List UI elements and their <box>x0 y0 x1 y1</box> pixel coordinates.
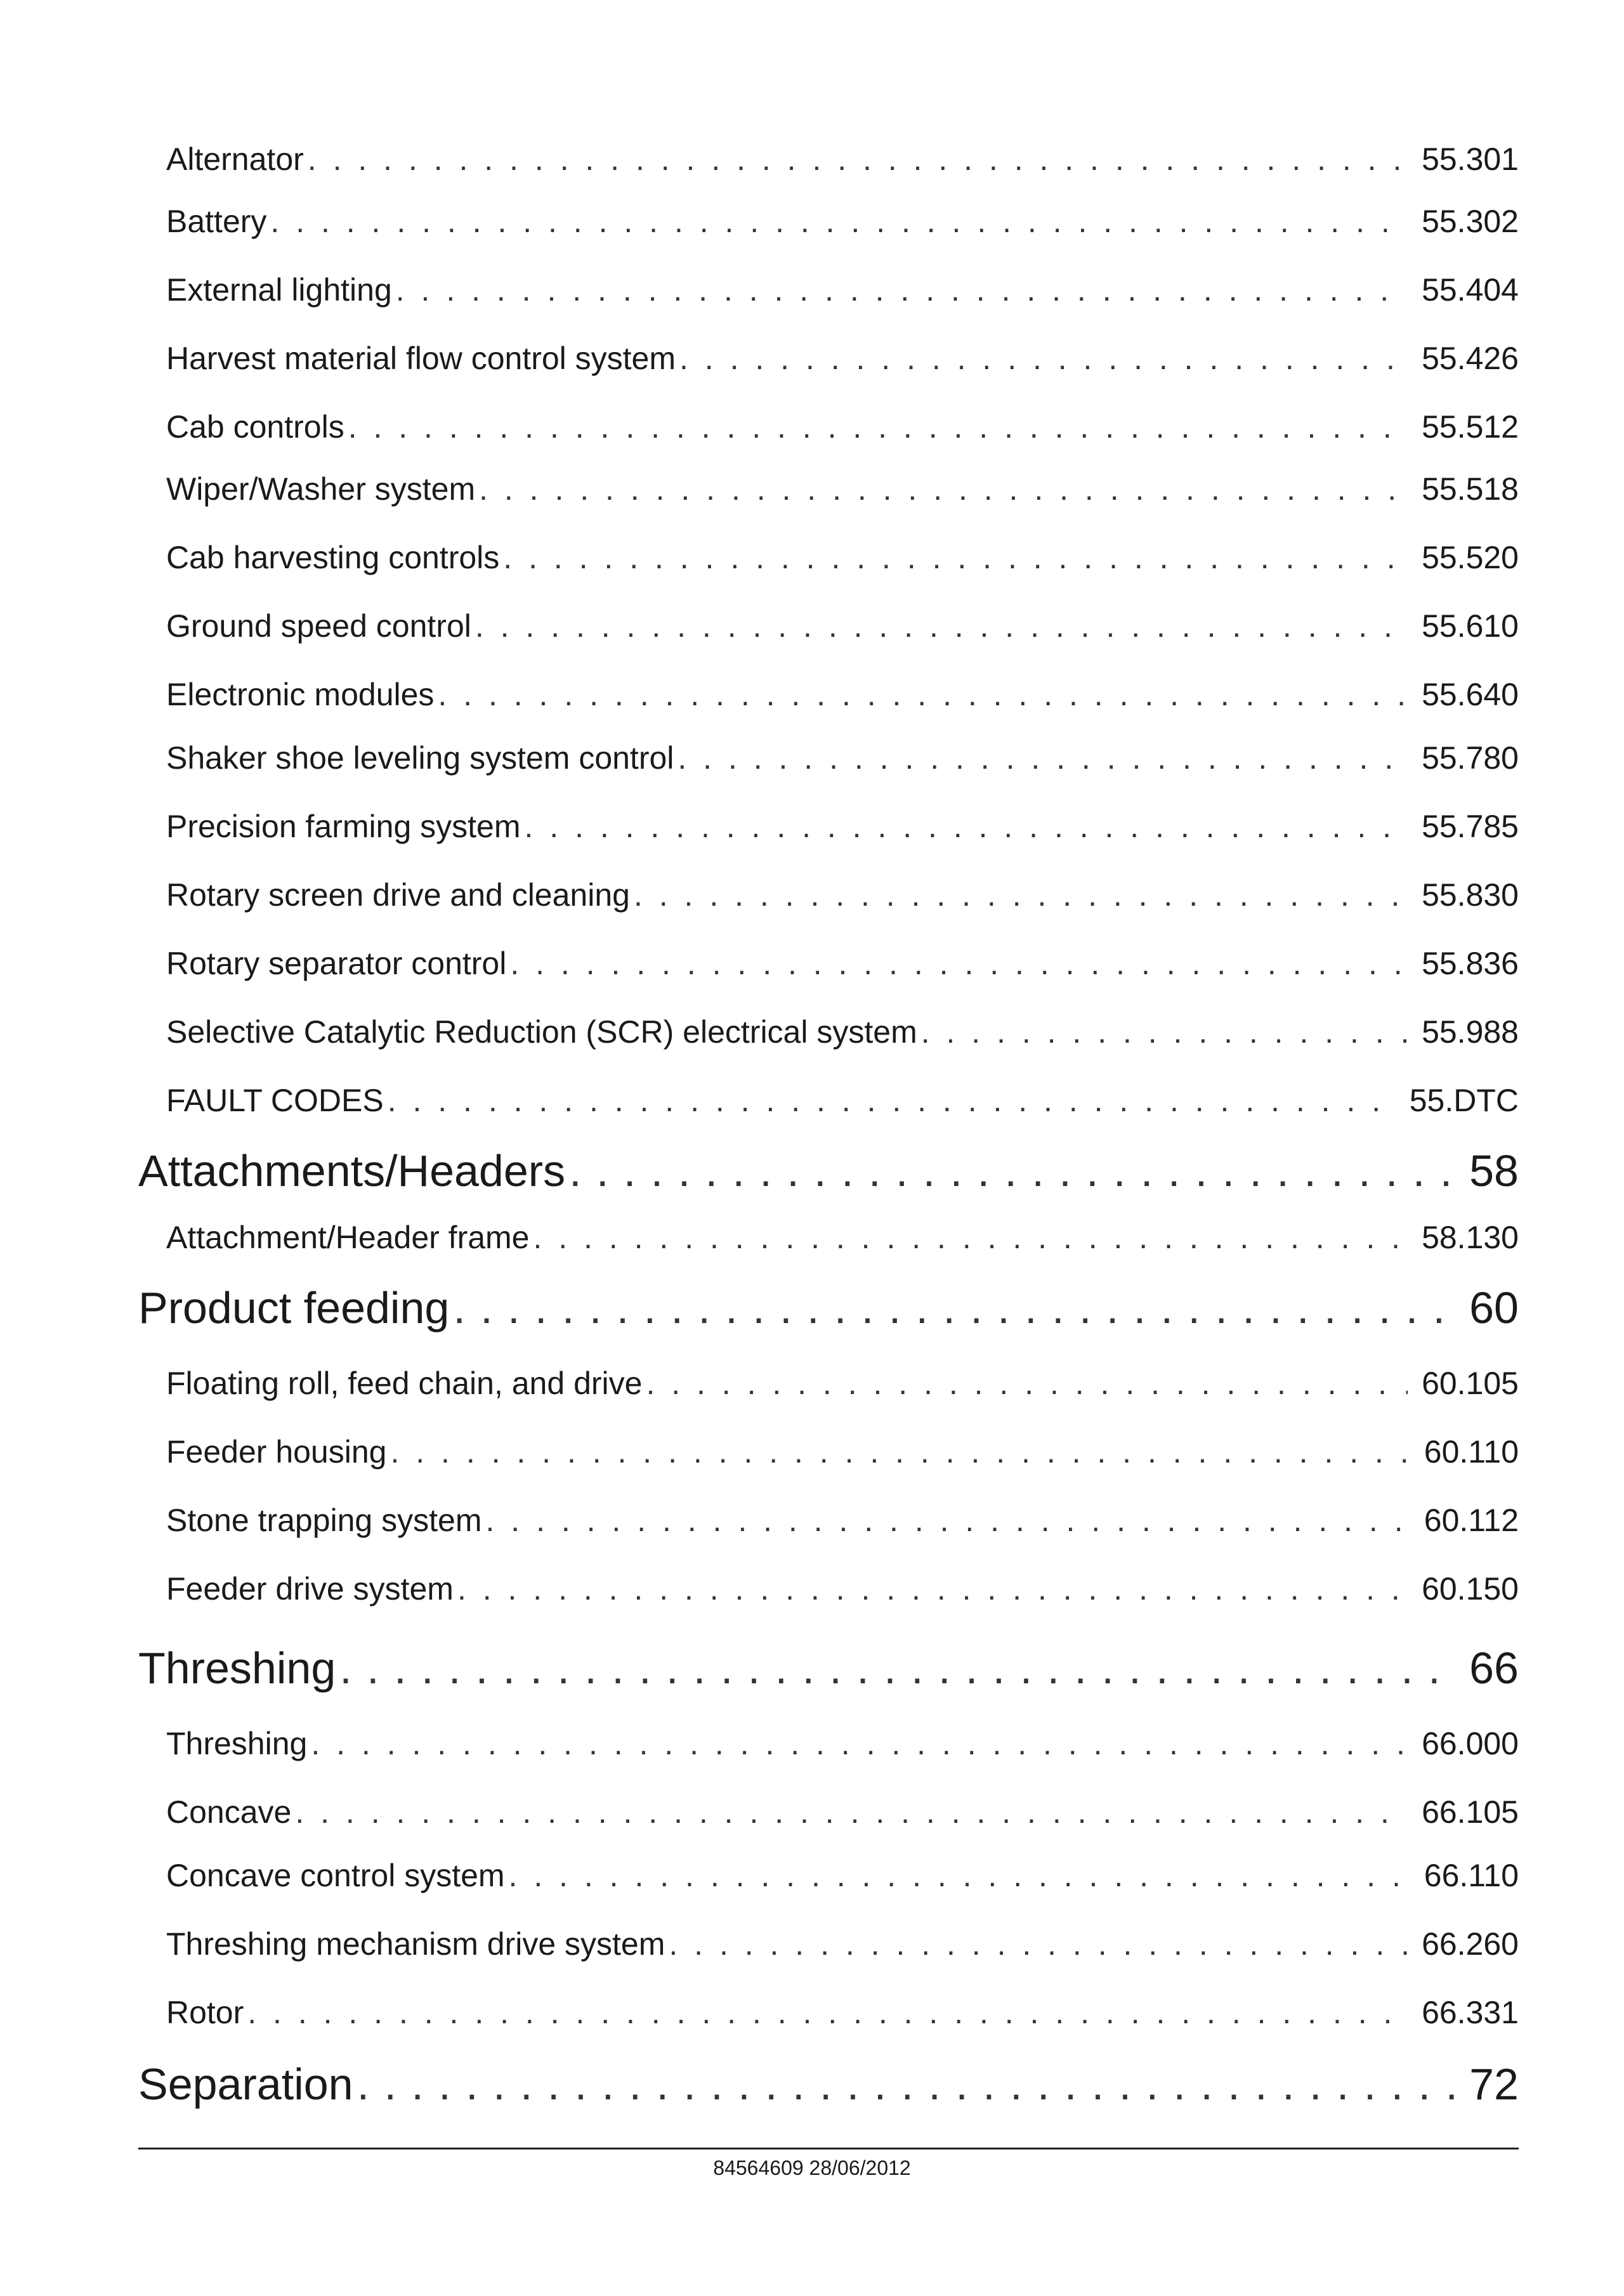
footer-divider <box>138 2148 1519 2149</box>
toc-entry-rotary-separator-control[interactable] <box>166 945 1519 982</box>
toc-entry-page: 60.112 <box>1424 1503 1519 1538</box>
toc-entry-ground-speed-control[interactable] <box>166 608 1519 644</box>
toc-entry-page: 55.785 <box>1422 809 1519 844</box>
toc-entry-battery[interactable] <box>166 203 1519 240</box>
toc-entry-label: Alternator <box>166 141 304 177</box>
toc-entry-page: 66.000 <box>1422 1726 1519 1761</box>
toc-entry-label: Feeder housing <box>166 1434 387 1470</box>
toc-entry-label: Battery <box>166 204 267 239</box>
toc-section-label: Attachments/Headers <box>138 1146 566 1196</box>
dot-leader <box>509 1857 1410 1894</box>
toc-entry-page: 60.110 <box>1424 1434 1519 1470</box>
toc-entry-precision-farming[interactable] <box>166 808 1519 845</box>
toc-entry-floating-roll[interactable] <box>166 1365 1519 1402</box>
toc-entry-label: Floating roll, feed chain, and drive <box>166 1366 643 1401</box>
toc-entry-page: 58.130 <box>1422 1220 1519 1255</box>
toc-entry-label: Cab harvesting controls <box>166 540 500 575</box>
toc-entry-electronic-modules[interactable] <box>166 676 1519 713</box>
toc-entry-label: Harvest material flow control system <box>166 341 676 376</box>
dot-leader <box>486 1502 1410 1539</box>
dot-leader <box>503 539 1408 576</box>
toc-entry-label: Concave control system <box>166 1858 505 1893</box>
toc-entry-page: 55.610 <box>1422 608 1519 644</box>
toc-entry-threshing[interactable] <box>166 1725 1519 1762</box>
toc-entry-shaker-shoe-leveling[interactable] <box>166 740 1519 776</box>
toc-entry-concave-control[interactable] <box>166 1857 1519 1894</box>
toc-entry-attachment-header-frame[interactable] <box>166 1219 1519 1256</box>
toc-entry-concave[interactable] <box>166 1794 1519 1830</box>
toc-entry-page: 55.988 <box>1422 1014 1519 1050</box>
toc-entry-label: Electronic modules <box>166 677 435 712</box>
toc-entry-page: 55.302 <box>1422 204 1519 239</box>
toc-entry-cab-harvesting-controls[interactable] <box>166 539 1519 576</box>
dot-leader <box>396 271 1408 308</box>
dot-leader <box>348 408 1408 445</box>
toc-entry-label: Wiper/Washer system <box>166 471 476 507</box>
toc-entry-feeder-housing[interactable] <box>166 1433 1519 1470</box>
toc-entry-label: Rotary screen drive and cleaning <box>166 877 630 913</box>
toc-entry-page: 66.110 <box>1424 1858 1519 1893</box>
toc-entry-label: Threshing <box>166 1726 308 1761</box>
dot-leader <box>247 1994 1408 2031</box>
toc-entry-fault-codes[interactable] <box>166 1082 1519 1119</box>
toc-entry-page: 55.DTC <box>1409 1083 1519 1118</box>
dot-leader <box>479 471 1408 507</box>
toc-section-label: Product feeding <box>138 1283 450 1333</box>
toc-entry-wiper-washer[interactable] <box>166 471 1519 507</box>
toc-entry-cab-controls[interactable] <box>166 408 1519 445</box>
dot-leader <box>669 1926 1408 1962</box>
dot-leader <box>311 1725 1408 1762</box>
toc-entry-threshing-mechanism-drive[interactable] <box>166 1926 1519 1962</box>
dot-leader <box>634 877 1408 913</box>
dot-leader <box>921 1014 1408 1050</box>
toc-entry-label: Rotary separator control <box>166 946 507 981</box>
toc-entry-page: 55.512 <box>1422 409 1519 445</box>
toc-entry-rotary-screen-drive[interactable] <box>166 877 1519 913</box>
footer-document-id: 84564609 28/06/2012 <box>713 2156 911 2179</box>
toc-entry-page: 60.105 <box>1422 1366 1519 1401</box>
toc-entry-rotor[interactable] <box>166 1994 1519 2031</box>
toc-section-separation[interactable] <box>138 2059 1519 2110</box>
dot-leader <box>308 141 1408 178</box>
toc-entry-scr-electrical[interactable] <box>166 1014 1519 1050</box>
toc-entry-alternator[interactable] <box>166 141 1519 178</box>
toc-entry-external-lighting[interactable] <box>166 271 1519 308</box>
dot-leader <box>679 340 1408 377</box>
toc-entry-label: Selective Catalytic Reduction (SCR) electrical system <box>166 1014 917 1050</box>
toc-entry-label: Ground speed control <box>166 608 471 644</box>
dot-leader <box>270 203 1408 240</box>
toc-entry-feeder-drive[interactable] <box>166 1570 1519 1607</box>
toc-entry-page: 55.520 <box>1422 540 1519 575</box>
toc-entry-label: Rotor <box>166 1995 244 2030</box>
dot-leader <box>510 945 1408 982</box>
toc-entry-page: 66.105 <box>1422 1794 1519 1830</box>
toc-entry-label: Feeder drive system <box>166 1571 454 1607</box>
toc-section-page: 58 <box>1469 1146 1519 1196</box>
toc-entry-label: Shaker shoe leveling system control <box>166 740 674 776</box>
toc-entry-label: Concave <box>166 1794 292 1830</box>
toc-entry-label: FAULT CODES <box>166 1083 384 1118</box>
toc-section-page: 66 <box>1469 1643 1519 1693</box>
dot-leader <box>646 1365 1408 1402</box>
toc-entry-label: Stone trapping system <box>166 1503 482 1538</box>
toc-entry-page: 55.518 <box>1422 471 1519 507</box>
dot-leader <box>525 808 1408 845</box>
toc-section-page: 72 <box>1469 2059 1519 2109</box>
toc-entry-page: 66.331 <box>1422 1995 1519 2030</box>
dot-leader <box>390 1433 1410 1470</box>
toc-entry-harvest-material-flow[interactable] <box>166 340 1519 377</box>
toc-section-label: Threshing <box>138 1643 336 1693</box>
toc-entry-page: 55.301 <box>1422 141 1519 177</box>
toc-entry-page: 55.780 <box>1422 740 1519 776</box>
dot-leader <box>339 1643 1455 1693</box>
dot-leader <box>457 1570 1408 1607</box>
dot-leader <box>678 740 1408 776</box>
toc-section-product-feeding[interactable] <box>138 1282 1519 1333</box>
dot-leader <box>453 1282 1455 1333</box>
toc-entry-label: Cab controls <box>166 409 344 445</box>
dot-leader <box>475 608 1408 644</box>
toc-entry-stone-trapping[interactable] <box>166 1502 1519 1539</box>
toc-section-label: Separation <box>138 2059 353 2109</box>
toc-entry-page: 60.150 <box>1422 1571 1519 1607</box>
dot-leader <box>295 1794 1408 1830</box>
toc-entry-label: External lighting <box>166 272 392 308</box>
toc-entry-page: 66.260 <box>1422 1926 1519 1962</box>
toc-section-attachments-headers[interactable] <box>138 1145 1519 1196</box>
toc-entry-page: 55.830 <box>1422 877 1519 913</box>
toc-entry-page: 55.404 <box>1422 272 1519 308</box>
dot-leader <box>388 1082 1396 1119</box>
dot-leader <box>534 1219 1408 1256</box>
toc-entry-label: Attachment/Header frame <box>166 1220 530 1255</box>
toc-entry-page: 55.426 <box>1422 341 1519 376</box>
dot-leader <box>438 676 1408 713</box>
dot-leader <box>569 1145 1455 1196</box>
toc-entry-page: 55.640 <box>1422 677 1519 712</box>
toc-entry-page: 55.836 <box>1422 946 1519 981</box>
toc-entry-label: Precision farming system <box>166 809 521 844</box>
dot-leader <box>357 2059 1456 2110</box>
toc-section-threshing[interactable] <box>138 1643 1519 1693</box>
toc-entry-label: Threshing mechanism drive system <box>166 1926 665 1962</box>
toc-section-page: 60 <box>1469 1283 1519 1333</box>
